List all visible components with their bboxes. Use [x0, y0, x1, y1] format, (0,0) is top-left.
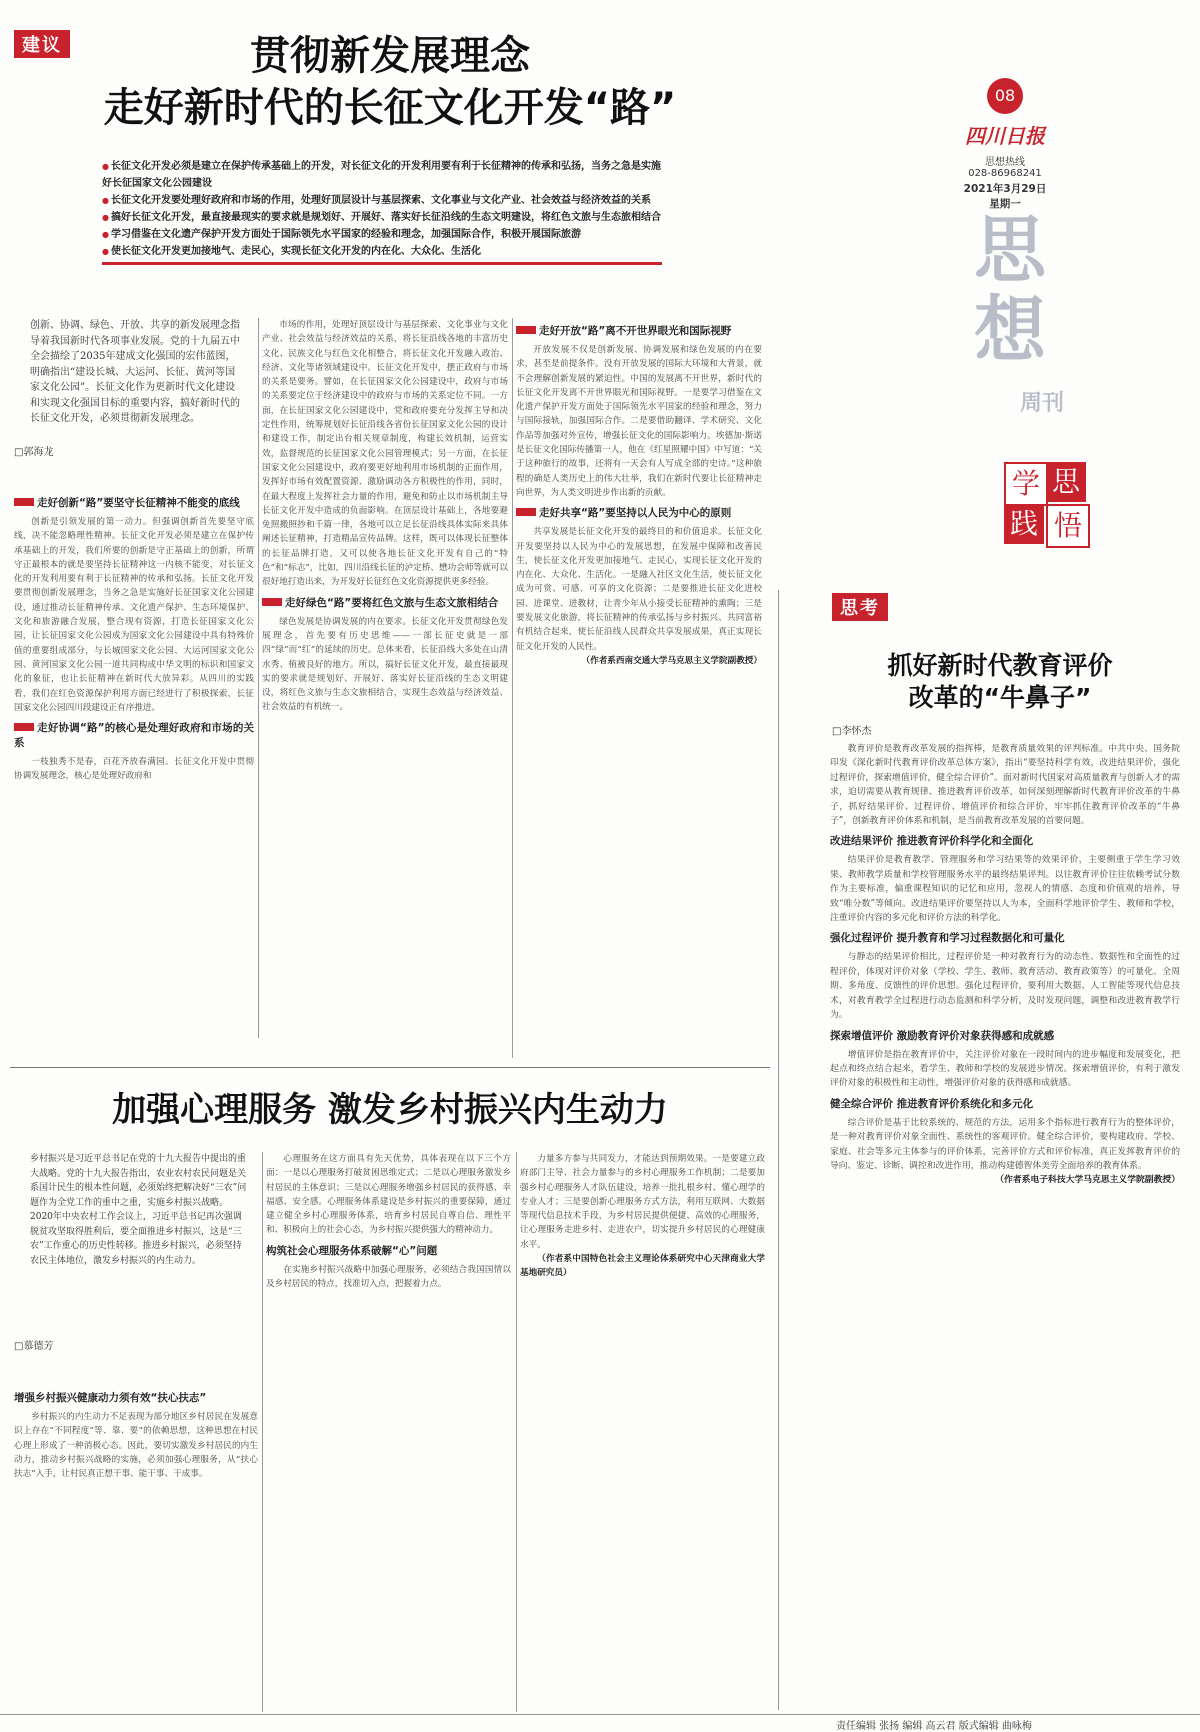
- article-paragraph: 结果评价是教育教学、管理服务和学习结果等的效果评价，主要侧重于学生学习效果、教师教学质量和学校管理服务水平的最终结果评判。以往教育评价往往依赖考试分数作为主要标准，偏重课程知识的记忆和应用，忽视人的情感、态度和价值观的培养，导致“唯分数”等倾向。改进结果评价要坚持以人为本，全面科学地评价学生、教师和学校，注重评价内容的多元化和评价方法的科学化。: [830, 855, 1180, 924]
- article-subheading: 健全综合评价 推进教育评价系统化和多元化: [830, 1097, 1034, 1110]
- article-affiliation: （作者系电子科技大学马克思主义学院副教授）: [995, 1175, 1180, 1186]
- article-paragraph: 共享发展是长征文化开发的最终目的和价值追求。长征文化开发要坚持以人民为中心的发展思想，在发展中保障和改善民生，使长征文化开发更加接地气、走民心，实现长征文化开发的内在化、大众化、生活化。一是融入社区文化生活，使长征文化成为可赏、可感、可享的文化资源；二是要推进长征文化进校园、进课堂、进教材，让青少年从小接受长征精神的熏陶；三是要发展文化旅游，将长征精神的传承弘扬与乡村振兴、共同富裕有机结合起来，使长征沿线人民群众共享发展成果，真正实现长征文化开发的人民性。: [516, 527, 762, 652]
- article-subheading: 构筑社会心理服务体系破解“心”问题: [266, 1244, 438, 1257]
- article-title-line-2: 走好新时代的长征文化开发“路”: [103, 85, 677, 131]
- key-point: ● 搞好长征文化开发，最直接最现实的要求就是规划好、开展好、落实好长征沿线的生态文明建设，将红色文旅与生态旅相结合: [102, 209, 662, 226]
- article-subheading: 走好开放“路”离不开世界眼光和国际视野: [516, 324, 762, 339]
- section-title-char: 思: [973, 207, 1046, 292]
- seal-char: 学: [1004, 462, 1048, 506]
- article-subheading: 改进结果评价 推进教育评价科学化和全面化: [830, 835, 1034, 848]
- article-column-2: [262, 318, 508, 1033]
- article-paragraph: 乡村振兴的内生动力不足表现为部分地区乡村居民在发展意识上存在“不同程度”等、靠、要”的依赖思想，这种思想在村民心理上形成了一种消极心态。因此，要切实激发乡村居民的内生动力，推动乡村振兴战略的实施，必须加强心理服务，从“扶心扶志”入手，让村民真正想干事、能干事、干成事。: [14, 1412, 258, 1480]
- article-body: [830, 742, 1180, 1702]
- column-divider: [512, 318, 513, 1058]
- article-paragraph: 创新是引领发展的第一动力。但强调创新首先要坚守底线，决不能忽略理性精神。长征文化开发必须是建立在保护传承基础上的开发，我们所要的创新是守正基础上的创新，所谓守正最根本的就是要坚持长征精神这一内核不能变，对长征文化的开发利用要有利于长征精神的传承和弘扬。长征文化开发要贯彻创新发展理念，当务之急是实施好长征国家文化公园建设，通过推动长征精神传承、文化遗产保护、生态环境保护、文化和旅游融合发展，整合现有资源，打造长征国家文化公园，让长征国家文化公园成为国家文化公园建设中具有特殊价值的重要组成部分，与长城国家文化公园、大运河国家文化公园、黄河国家文化公园一道共同构成中华文明的标识和国家文化的象征，也让长征精神在新时代大放异彩。从四川的实践看，我们在红色资源保护利用方面已经进行了积极探索，长征国家文化公园四川段建设正有序推进。: [14, 517, 254, 713]
- article-title-line-2: 改革的“牛鼻子”: [908, 683, 1092, 712]
- article-author: □李怀杰: [832, 726, 872, 737]
- key-point: ● 长征文化开发必须是建立在保护传承基础上的开发，对长征文化的开发利用要有利于长征精神的传承和弘扬，当务之急是实施好长征国家文化公园建设: [102, 158, 662, 192]
- article-paragraph: 增值评价是指在教育评价中，关注评价对象在一段时间内的进步幅度和发展变化，把起点和终点结合起来，看学生、教师和学校的发展进步情况。探索增值评价，有利于激发评价对象的积极性和主动性，增强评价对象的获得感和成就感。: [830, 1049, 1180, 1089]
- seal-char: 践: [1004, 504, 1044, 544]
- editor-credits: 责任编辑 张扬 编辑 高云君 版式编辑 曲咏梅: [836, 1721, 1032, 1732]
- article-subheading: 强化过程评价 提升教育和学习过程数据化和可量化: [830, 932, 1065, 945]
- column-divider: [516, 1152, 517, 1712]
- article-subheading: 走好协调“路”的核心是处理好政府和市场的关系: [14, 722, 254, 750]
- article-subheading: 增强乡村振兴健康动力须有效“扶心扶志”: [14, 1392, 207, 1404]
- section-tag-suggestion: 建议: [14, 30, 70, 58]
- seal-char: 悟: [1046, 504, 1090, 548]
- article-subheading: 走好创新“路”要坚守长征精神不能变的底线: [14, 496, 254, 511]
- page-masthead: [930, 78, 1080, 211]
- section-subtitle: 周刊: [1020, 390, 1065, 416]
- article-paragraph: 教育评价是教育改革发展的指挥棒，是教育质量效果的评判标准。中共中央、国务院印发《深化新时代教育评价改革总体方案》，指出“要坚持科学有效，改进结果评价，强化过程评价，探索增值评价，健全综合评价”。面对新时代国家对高质量教育与创新人才的需求，迫切需要从教育规律、推进教育评价改革，如何深刻理解新时代教育评价改革的牛鼻子，抓好结果评价、过程评价、增值评价和综合评价，牢牢抓住教育评价改革的“牛鼻子”，创新教育评价体系和机制，是当前教育改革发展的首要问题。: [830, 744, 1180, 827]
- column-divider: [262, 1152, 263, 1712]
- key-points: [102, 158, 662, 260]
- page-number: 08: [987, 78, 1023, 114]
- article-column-1: [14, 1385, 258, 1707]
- article-author: □慕德芳: [14, 1341, 54, 1352]
- article-paragraph: 开放发展不仅是创新发展、协调发展和绿色发展的内在要求，甚至是前提条件。没有开放发展的国际大环境和大背景，就不会理解创新发展的紧迫性。中国的发展离不开世界，新时代的长征文化开发离不开世界眼光和国际视野。一是要学习借鉴在文化遗产保护开发方面处于国际领先水平国家的经验和理念，努力与国际接轨，加强国际合作。二是要借助翻译、学术研究、文化作品等加强对外宣传，增强长征文化的国际影响力。埃德加·斯诺是长征文化国际传播第一人，他在《红星照耀中国》中写道：“关于这种旅行的故事，还将有一天会有人写成全部的史诗。”这种旅程的确是人类历史上的伟大壮举，我们在新时代要让长征精神走向世界，为人类文明进步作出新的贡献。: [516, 345, 762, 498]
- column-divider: [258, 318, 259, 1038]
- article-paragraph: 绿色发展是协调发展的内在要求。长征文化开发贯彻绿色发展理念，首先要有历史思维——一部长征史就是一部四“绿”而“红”的延续的历史。总体来看，长征沿线大多处在山清水秀、植被良好的地方。所以，搞好长征文化开发，最直接最现实的要求就是规划好、开展好、落实好长征沿线的生态文明建设，将红色文旅与生态文旅相结合，实现生态效益与经济效益、社会效益的有机统一。: [262, 616, 508, 713]
- article-affiliation: （作者系中国特色社会主义理论体系研究中心天津商业大学基地研究员）: [520, 1254, 765, 1279]
- key-point: ● 长征文化开发要处理好政府和市场的作用，处理好顶层设计与基层探索、文化事业与文化产业、社会效益与经济效益的关系: [102, 192, 662, 209]
- article-paragraph: 市场的作用，处理好顶层设计与基层探索、文化事业与文化产业、社会效益与经济效益的关系，将长征沿线各地的丰富历史文化、民族文化与红色文化相整合，将长征文化开发融入政治、经济、文化等诸领域建设中。长征文化开发中，摆正政府与市场的关系是要务。譬如，在长征国家文化公园建设中，政府与市场的关系要定位于经济建设中的政府与市场的关系定位不同。一方面，在长征国家文化公园建设中，党和政府要充分发挥主导和决定性作用，统筹规划好长征沿线各省份长征国家文化公园的设计和建设工作，制定出台相关规章制度，构建长效机制，运营实效，监督规范的长征国家文化公园管理模式；另一方面，在长征国家文化公园建设中，政府要更好地利用市场机制的正面作用，发挥好市场有效配置资源、激励调动各方积极性的作用，同时，在最大程度上发挥社会力量的作用，避免和防止以市场机制主导长征文化开发中造成的负面影响。在顶层设计基础上，各地要避免照搬照抄和千篇一律，各地可以立足长征沿线具体实际来具体阐述长征精神，打造精品宣传品牌。这样，既可以体现长征整体的长征品牌打造，又可以使各地长征文化开发有自己的“特色”和“标志”，比如，四川沿线长征的泸定桥、懋功会师等就可以很好地打造出来，为开发好长征红色文化资源提供更多经验。: [262, 320, 508, 588]
- article-subheading: 走好共享“路”要坚持以人民为中心的原则: [516, 506, 762, 521]
- section-title: [950, 207, 1070, 372]
- article-lead: 创新、协调、绿色、开放、共享的新发展理念指导着我国新时代各项事业发展。党的十九届五中全会描绘了2035年建成文化强国的宏伟蓝图，明确指出“建设长城、大运河、长征、黄河等国家文化公园”。长征文化作为更新时代文化建设和实现文化强国目标的重要内容，搞好新时代的长征文化开发，必须贯彻新发展理念。: [30, 320, 240, 424]
- article-title: 加强心理服务 激发乡村振兴内生动力: [112, 1090, 668, 1130]
- hotline-label: 思想热线: [985, 157, 1025, 168]
- issue-date: 2021年3月29日: [963, 183, 1047, 195]
- article-paragraph: 与静态的结果评价相比，过程评价是一种对教育行为的动态性、数据性和全面性的过程评价，体现对评价对象（学校、学生、教师、教育活动、教育政策等）的可量化、全周期、多角度、反馈性的评价思想。强化过程评价，要利用大数据、人工智能等现代信息技术，对教育教学全过程进行动态监测和科学分析，及时发现问题，调整和改进教育教学行为。: [830, 952, 1180, 1021]
- article-paragraph: 综合评价是基于比较系统的、规范的方法，运用多个指标进行教育行为的整体评价，是一种对教育评价对象全面性、系统性的客观评价。健全综合评价，要构建政府、学校、家庭、社会等多元主体参与的评价体系，完善评价方式和评价标准，真正发挥教育评价的导向、鉴定、诊断、调控和改进作用，推动构建德智体美劳全面培养的教育体系。: [830, 1117, 1180, 1171]
- article-divider: [10, 1067, 770, 1068]
- article-subheading: 探索增值评价 激励教育评价对象获得感和成就感: [830, 1029, 1055, 1042]
- key-point: ● 学习借鉴在文化遗产保护开发方面处于国际领先水平国家的经验和理念，加强国际合作，积极开展国际旅游: [102, 226, 662, 243]
- article-column-2: [266, 1152, 511, 1712]
- footer-rule: [0, 1714, 1200, 1715]
- section-title-char: 想: [973, 287, 1046, 372]
- article-paragraph: 力量多方参与共同发力，才能达到预期效果。一是要建立政府部门主导、社会力量参与的乡村心理服务工作机制；二是要加强乡村心理服务人才队伍建设，培养一批扎根乡村、懂心理学的专业人才；三是要创新心理服务方式方法，利用互联网、大数据等现代信息技术手段，为乡村居民提供便捷、高效的心理服务，让心理服务走进乡村、走进农户，切实提升乡村居民的心理健康水平。: [520, 1154, 765, 1250]
- article-title: [40, 30, 740, 134]
- article-paragraph: 一枝独秀不是春，百花齐放春满园。长征文化开发中贯彻协调发展理念，核心是处理好政府和: [14, 757, 254, 782]
- hotline-phone: 028-86968241: [968, 168, 1042, 179]
- key-point: ● 使长征文化开发更加接地气、走民心，实现长征文化开发的内在化、大众化、生活化: [102, 243, 662, 260]
- article-title: [840, 650, 1160, 714]
- article-title-line-1: 抓好新时代教育评价: [887, 651, 1113, 680]
- article-column-3: [520, 1152, 765, 1712]
- key-points-rule: [102, 262, 662, 265]
- seal-char: 思: [1046, 462, 1086, 502]
- article-column-1: [14, 490, 254, 1035]
- seal-stamp: [1004, 462, 1088, 548]
- section-tag-thinking: 思考: [832, 593, 888, 621]
- article-affiliation: （作者系西南交通大学马克思主义学院副教授）: [581, 655, 762, 666]
- issue-weekday: 星期一: [989, 198, 1021, 210]
- article-author: □郭海龙: [14, 447, 54, 458]
- column-divider: [778, 590, 779, 1710]
- article-subheading: 走好绿色“路”要将红色文旅与生态文旅相结合: [262, 596, 508, 611]
- newspaper-logo: 四川日报: [965, 124, 1045, 148]
- article-lead: 乡村振兴是习近平总书记在党的十九大报告中提出的重大战略。党的十九大报告指出，农业农村农民问题是关系国计民生的根本性问题，必须始终把解决好“三农”问题作为全党工作的重中之重，实施乡村振兴战略。2020年中央农村工作会议上，习近平总书记再次强调脱贫攻坚取得胜利后，要全面推进乡村振兴，这是“三农”工作重心的历史性转移。推进乡村振兴，必须坚持农民主体地位，激发乡村振兴的内生动力。: [30, 1154, 247, 1266]
- article-column-3: [516, 318, 762, 1053]
- article-title-line-1: 贯彻新发展理念: [250, 33, 530, 79]
- article-paragraph: 在实施乡村振兴战略中加强心理服务，必须结合我国国情以及乡村居民的特点，找准切入点，把握着力点。: [266, 1264, 511, 1290]
- article-paragraph: 心理服务在这方面具有先天优势，具体表现在以下三个方面：一是以心理服务打破贫困思维定式；二是以心理服务激发乡村居民的主体意识；三是以心理服务增强乡村居民的获得感、幸福感、安全感。心理服务体系建设是乡村振兴的重要保障，通过建立健全乡村心理服务体系，培育乡村居民自尊自信、理性平和、积极向上的社会心态，为乡村振兴提供强大的精神动力。: [266, 1154, 511, 1236]
